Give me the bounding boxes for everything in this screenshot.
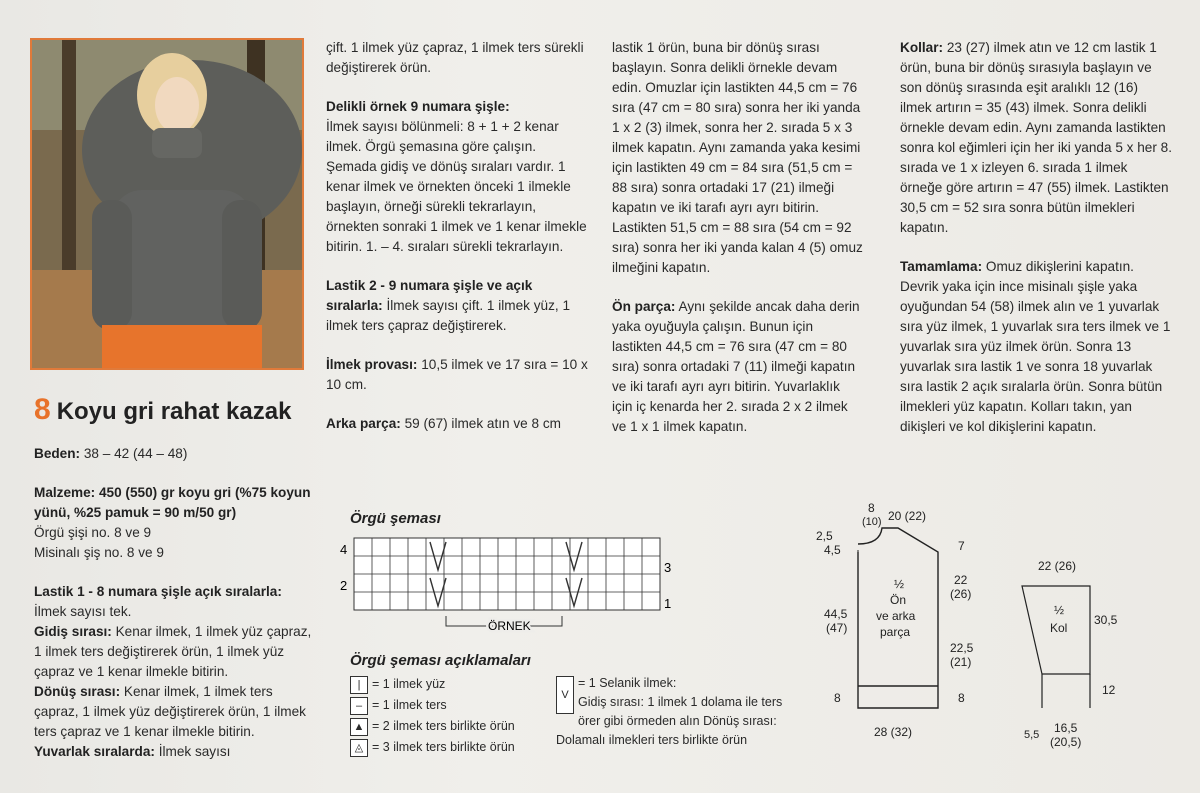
col2-continued: çift. 1 ilmek yüz çapraz, 1 ilmek ters sürekli değiştirerek örün. [326, 40, 584, 75]
dim-20: 20 (22) [888, 509, 927, 523]
dim-26: (26) [950, 587, 972, 601]
lastik1-text: İlmek sayısı tek. [34, 604, 132, 619]
row-label-2: 2 [340, 578, 348, 593]
knit-symbol-icon: | [350, 676, 368, 694]
dim-8: 8 [868, 501, 875, 515]
chart-legend [350, 674, 515, 758]
sweater-photo [30, 38, 304, 370]
arka-label: Arka parça: [326, 416, 401, 431]
body-on: Ön [890, 593, 907, 607]
on-text: Aynı şekilde ancak daha derin yaka oyuğuyla çalışın. Bunun için lastikten 44,5 cm = 76 sıra (47 cm = 80 sıra) sonra ortadaki 7 (11) ilmeği kapatın ve iki tarafı ayrı ayrı bitirin. Yuvarlaklık için iç kenarda her 2. sırada 2 x 2 ilmek ve 1 x 1 ilmek kapatın. [612, 299, 860, 434]
column-1 [34, 444, 314, 762]
delikli-text: İlmek sayısı bölünmeli: 8 + 1 + 2 kenar ilmek. Örgü şemasına göre çalışın. Şemada gidiş ve dönüş sıraları vardır. 1 kenar ilmek ve örnekten önceki 1 ilmekle başlayın, örneği sürekli tekrarlayın, örnekten sonraki 1 ilmek ve 1 kenar ilmekle bitirin. 1. – 4. sıraları sürekli tekrarlayın. [326, 119, 587, 254]
provasi-text: 10,5 ilmek ve 17 sıra = 10 x 10 cm. [326, 357, 588, 392]
sleeve-dim-305: 30,5 [1094, 613, 1118, 627]
legend-purl: = 1 ilmek ters [372, 698, 447, 712]
row-label-3: 3 [664, 560, 672, 575]
arka-text: 59 (67) ilmek atın ve 8 cm [400, 416, 561, 431]
sleeve-dim-55: 5,5 [1024, 729, 1040, 741]
lastik1-label: Lastik 1 - 8 numara şişle açık sıralarla: [34, 584, 282, 599]
project-name: Koyu gri rahat kazak [56, 398, 292, 425]
purl2tog-symbol-icon: ▲ [350, 718, 368, 736]
dim-47: (47) [826, 621, 848, 635]
sleeve-dim-12: 12 [1102, 683, 1116, 697]
kollar-label: Kollar: [900, 40, 944, 55]
sleeve-kol: Kol [1050, 621, 1068, 635]
gidis-label: Gidiş sırası: [34, 624, 112, 639]
donus-label: Dönüş sırası: [34, 684, 121, 699]
sleeve-dim-165: 16,5 [1054, 721, 1078, 735]
dim-445: 44,5 [824, 607, 848, 621]
sleeve-half: ½ [1054, 603, 1065, 617]
selanik-symbol-icon: V [556, 676, 574, 714]
dim-8a: 8 [834, 691, 841, 705]
knitting-chart [330, 530, 690, 640]
row-label-4: 4 [340, 542, 348, 557]
body-arka: ve arka [876, 609, 916, 623]
kollar-text: 23 (27) ilmek atın ve 12 cm lastik 1 örün, buna bir dönüş sırasıyla başlayın ve son dönüş sırasında eşit aralıklı 12 (16) ilmek artırın = 35 (43) ilmek. Sonra delikli örnekle devam edin. Aynı zamanda lastikten sonra kol eğimleri için her iki yanda 5 x her 8. sırada ve 1 x izleyen 6. sırada 1 ilmek örneğe göre artırın = 47 (55) ilmek. Lastikten 30,5 cm = 52 sıra sonra bütün ilmekleri kapatın. [900, 40, 1173, 235]
legend-purl3tog: = 3 ilmek ters birlikte örün [372, 740, 515, 754]
legend-title: Örgü şeması açıklamaları [350, 652, 531, 669]
needles-text-2: Misinalı şiş no. 8 ve 9 [34, 545, 164, 560]
dim-21: (21) [950, 655, 972, 669]
col3-continued: lastik 1 örün, buna bir dönüş sırası başlayın. Sonra delikli örnekle devam edin. Omuzlar için lastikten 44,5 cm = 76 sıra (47 cm = 80 sıra) sonra her iki yanda 1 x 2 (3) ilmek, sonra her 2. sırada 5 x 3 ilmek kapatın. Aynı zamanda yaka kesimi için lastikten 49 cm = 84 sıra (51,5 cm = 88 sıra) sonra ortadaki 17 (21) ilmeği kapatın ve iki tarafı ayrı ayrı bitirin. Lastikten 51,5 cm = 88 sıra (54 cm = 92 sıra) sonra her iki yanda kalan 4 (5) omuz ilmeğini kapatın. [612, 40, 863, 275]
ornek-label: ÖRNEK [488, 619, 531, 633]
dim-10: (10) [862, 516, 882, 528]
selanik-legend [556, 674, 806, 750]
legend-knit: = 1 ilmek yüz [372, 677, 446, 691]
legend-purl2tog: = 2 ilmek ters birlikte örün [372, 719, 515, 733]
dim-8b: 8 [958, 691, 965, 705]
dim-225: 22,5 [950, 641, 974, 655]
yuvarlak-label: Yuvarlak sıralarda: [34, 744, 155, 759]
body-parca: parça [880, 625, 911, 639]
gidis-text: Kenar ilmek, 1 ilmek yüz çapraz, 1 ilmek ters değiştirerek örün, 1 ilmek yüz çapraz ve 1 kenar ilmekle bitirin. [34, 624, 312, 679]
size-label: Beden: [34, 446, 81, 461]
dim-22: 22 [954, 573, 968, 587]
tamam-text: Omuz dikişlerini kapatın. Devrik yaka için ince misinalı şişle yaka oyuğundan 54 (58) ilmek alın ve 1 yuvarlak sıra yüz ilmek, 1 yuvarlak sıra ters ilmek ve 1 yuvarlak sıra yüz ilmek örün. Sonra 13 yuvarlak sıra lastik 1 ve sonra 18 yuvarlak sıra lastik 2 açık sıralarla örün. Sonra bütün ilmekleri yüz kapatın. Kolları takın, yan dikişleri ve kol dikişlerini kapatın. [900, 259, 1171, 434]
provasi-label: İlmek provası: [326, 357, 418, 372]
project-title [34, 393, 291, 427]
yuvarlak-text: İlmek sayısı [154, 744, 231, 759]
tamam-label: Tamamlama: [900, 259, 983, 274]
dim-25: 2,5 [816, 529, 833, 543]
dim-45: 4,5 [824, 543, 841, 557]
selanik-title: = 1 Selanik ilmek: [578, 676, 677, 690]
column-3 [612, 38, 864, 456]
dim-28: 28 (32) [874, 725, 913, 739]
dim-7: 7 [958, 539, 965, 553]
schematic [810, 500, 1190, 750]
purl-symbol-icon: – [350, 697, 368, 715]
body-half: ½ [894, 577, 905, 591]
needles-text-1: Örgü şişi no. 8 ve 9 [34, 525, 152, 540]
lastik2-text: İlmek sayısı çift. 1 ilmek yüz, 1 ilmek ters çapraz değiştirerek. [326, 298, 571, 333]
on-label: Ön parça: [612, 299, 676, 314]
column-2 [326, 38, 588, 453]
size-value: 38 – 42 (44 – 48) [83, 446, 188, 461]
lastik2-label: Lastik 2 - 9 numara şişle ve açık sıralarla: [326, 278, 533, 313]
column-4 [900, 38, 1172, 456]
delikli-label: Delikli örnek 9 numara şişle: [326, 99, 510, 114]
materials-text: Malzeme: 450 (550) gr koyu gri (%75 koyun yünü, %25 pamuk = 90 m/50 gr) [34, 485, 311, 520]
sleeve-dim-22: 22 (26) [1038, 559, 1077, 573]
project-number: 8 [34, 393, 51, 426]
purl3tog-symbol-icon: ◬ [350, 739, 368, 757]
chart-title: Örgü şeması [350, 510, 441, 527]
sleeve-dim-205: (20,5) [1050, 735, 1082, 749]
row-label-1: 1 [664, 596, 672, 611]
selanik-text: Gidiş sırası: 1 ilmek 1 dolama ile ters örer gibi örmeden alın Dönüş sırası: Dolamalı ilmekleri ters birlikte örün [556, 695, 783, 747]
donus-text: Kenar ilmek, 1 ilmek ters çapraz, 1 ilmek yüz değiştirerek örün, 1 ilmek ters çapraz ve 1 kenar ilmekle bitirin. [34, 684, 306, 739]
